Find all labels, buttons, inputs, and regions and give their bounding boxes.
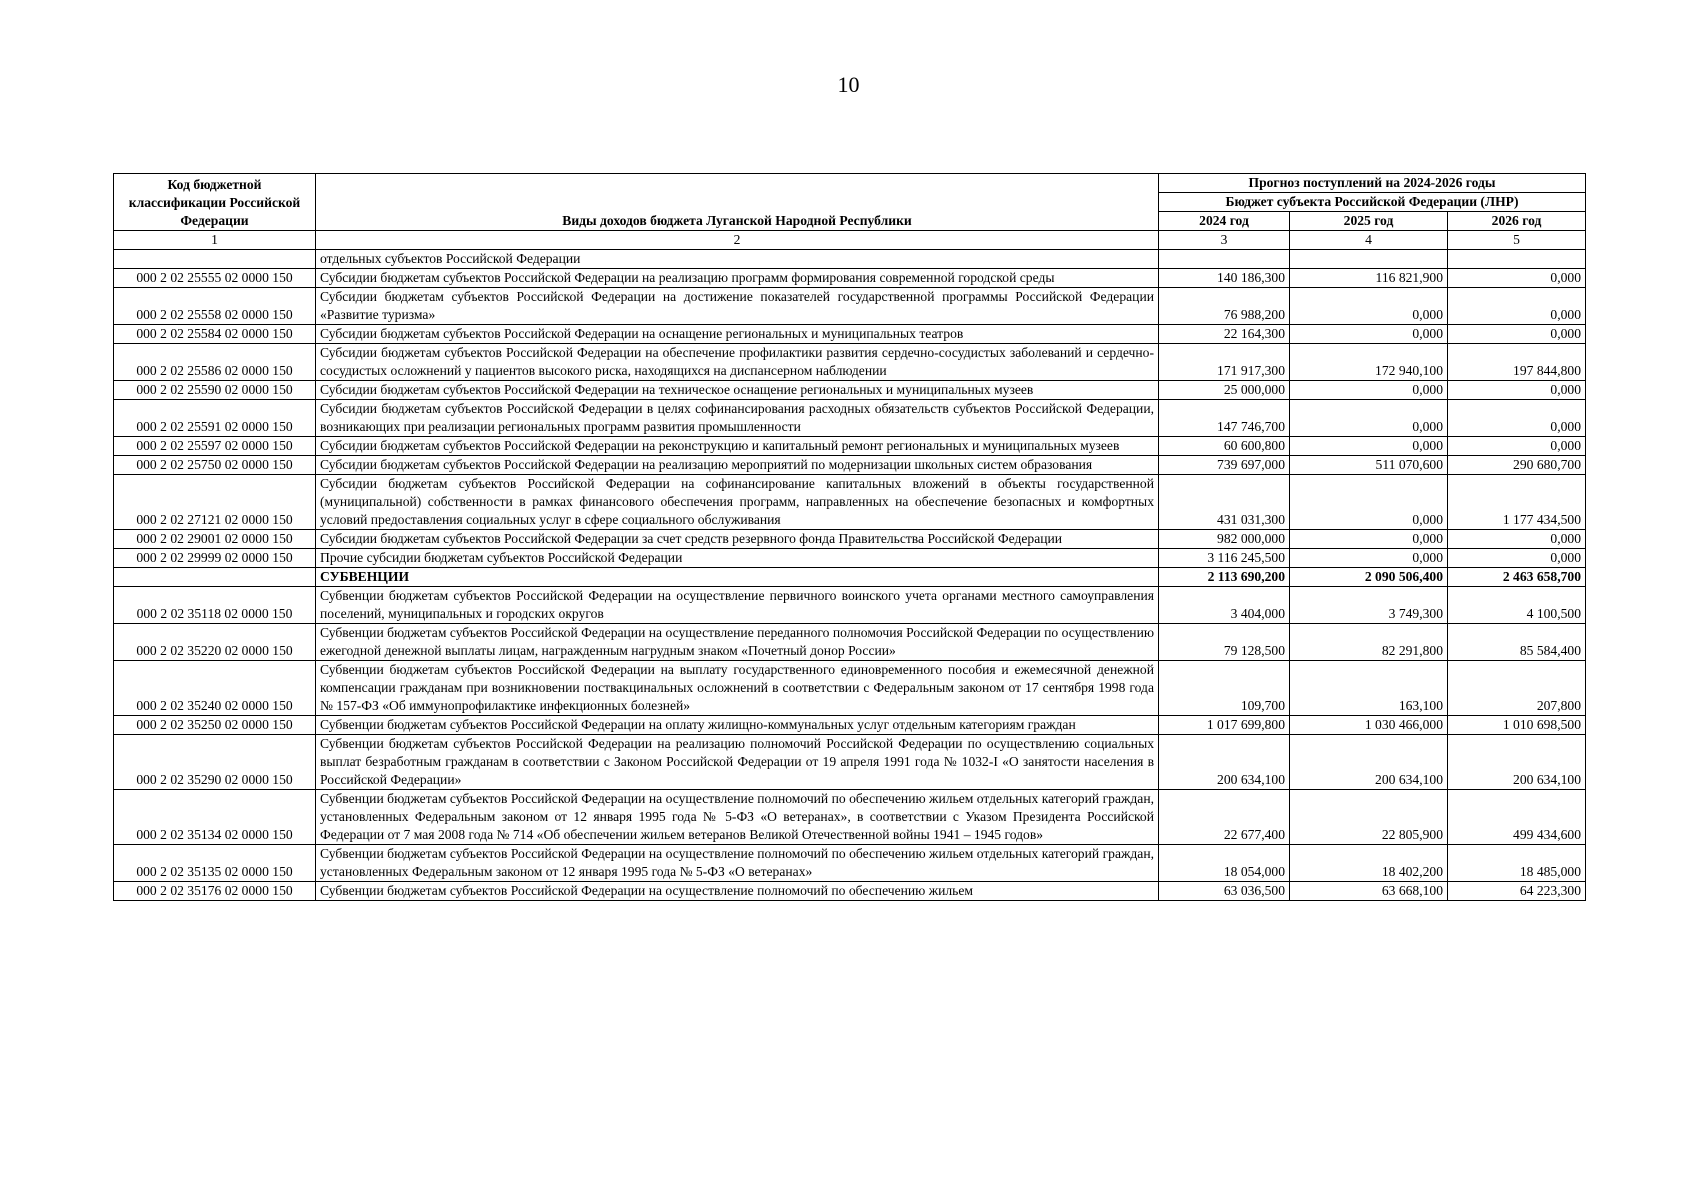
value-2026: 0,000 bbox=[1448, 400, 1586, 437]
table-row bbox=[114, 549, 1586, 568]
revenue-description: Субсидии бюджетам субъектов Российской Федерации на техническое оснащение региональных и муниципальных музеев bbox=[316, 381, 1159, 400]
value-2026: 2 463 658,700 bbox=[1448, 568, 1586, 587]
value-2025: 22 805,900 bbox=[1290, 790, 1448, 845]
revenue-description: Субвенции бюджетам субъектов Российской Федерации на осуществление первичного воинского учета органами местного самоуправления поселений, муниципальных и городских округов bbox=[316, 587, 1159, 624]
value-2025: 0,000 bbox=[1290, 530, 1448, 549]
value-2026: 200 634,100 bbox=[1448, 735, 1586, 790]
table-row bbox=[114, 475, 1586, 530]
budget-code: 000 2 02 25586 02 0000 150 bbox=[114, 344, 316, 381]
value-2026: 1 010 698,500 bbox=[1448, 716, 1586, 735]
budget-code: 000 2 02 25590 02 0000 150 bbox=[114, 381, 316, 400]
revenue-description: Прочие субсидии бюджетам субъектов Российской Федерации bbox=[316, 549, 1159, 568]
table-row bbox=[114, 624, 1586, 661]
value-2024 bbox=[1159, 250, 1290, 269]
table-row-total bbox=[114, 568, 1586, 587]
budget-code: 000 2 02 35118 02 0000 150 bbox=[114, 587, 316, 624]
budget-code: 000 2 02 25591 02 0000 150 bbox=[114, 400, 316, 437]
value-2024: 982 000,000 bbox=[1159, 530, 1290, 549]
value-2026: 0,000 bbox=[1448, 288, 1586, 325]
column-numbers-row bbox=[114, 231, 1586, 250]
value-2024: 3 404,000 bbox=[1159, 587, 1290, 624]
column-number: 3 bbox=[1159, 231, 1290, 250]
value-2025: 0,000 bbox=[1290, 400, 1448, 437]
table-row bbox=[114, 288, 1586, 325]
value-2024: 18 054,000 bbox=[1159, 845, 1290, 882]
budget-code bbox=[114, 250, 316, 269]
column-number: 1 bbox=[114, 231, 316, 250]
budget-code: 000 2 02 27121 02 0000 150 bbox=[114, 475, 316, 530]
value-2025: 2 090 506,400 bbox=[1290, 568, 1448, 587]
value-2024: 109,700 bbox=[1159, 661, 1290, 716]
table-row bbox=[114, 269, 1586, 288]
value-2025: 1 030 466,000 bbox=[1290, 716, 1448, 735]
value-2024: 22 164,300 bbox=[1159, 325, 1290, 344]
revenue-description: Субсидии бюджетам субъектов Российской Федерации на реализацию мероприятий по модернизации школьных систем образования bbox=[316, 456, 1159, 475]
value-2024: 3 116 245,500 bbox=[1159, 549, 1290, 568]
value-2026: 0,000 bbox=[1448, 530, 1586, 549]
header-forecast: Прогноз поступлений на 2024-2026 годы bbox=[1159, 174, 1586, 193]
revenue-description: Субвенции бюджетам субъектов Российской Федерации на осуществление переданного полномочия Российской Федерации по осуществлению ежегодной денежной выплаты лицам, награжденным нагрудным знаком «Почетный донор России» bbox=[316, 624, 1159, 661]
table-row bbox=[114, 661, 1586, 716]
value-2026: 499 434,600 bbox=[1448, 790, 1586, 845]
table-row bbox=[114, 845, 1586, 882]
table-row bbox=[114, 882, 1586, 901]
revenue-description: Субвенции бюджетам субъектов Российской Федерации на осуществление полномочий по обеспечению жильем отдельных категорий граждан, установленных Федеральным законом от 12 января 1995 года № 5-ФЗ «О ветеранах», в соответствии с Указом Президента Российской Федерации от 7 мая 2008 года № 714 «Об обеспечении жильем ветеранов Великой Отечественной войны 1941 – 1945 годов» bbox=[316, 790, 1159, 845]
value-2026: 0,000 bbox=[1448, 269, 1586, 288]
budget-code: 000 2 02 25584 02 0000 150 bbox=[114, 325, 316, 344]
table-row bbox=[114, 456, 1586, 475]
header-budget-subject: Бюджет субъекта Российской Федерации (ЛНР) bbox=[1159, 193, 1586, 212]
header-year-2024: 2024 год bbox=[1159, 212, 1290, 231]
value-2024: 431 031,300 bbox=[1159, 475, 1290, 530]
budget-code: 000 2 02 25558 02 0000 150 bbox=[114, 288, 316, 325]
header-year-2025: 2025 год bbox=[1290, 212, 1448, 231]
value-2024: 63 036,500 bbox=[1159, 882, 1290, 901]
value-2024: 79 128,500 bbox=[1159, 624, 1290, 661]
value-2025: 0,000 bbox=[1290, 549, 1448, 568]
budget-code: 000 2 02 35135 02 0000 150 bbox=[114, 845, 316, 882]
value-2026: 0,000 bbox=[1448, 381, 1586, 400]
table-row bbox=[114, 250, 1586, 269]
column-number: 5 bbox=[1448, 231, 1586, 250]
page-number: 10 bbox=[837, 72, 860, 97]
budget-code: 000 2 02 25750 02 0000 150 bbox=[114, 456, 316, 475]
revenue-description: Субсидии бюджетам субъектов Российской Федерации на достижение показателей государственной программы Российской Федерации «Развитие туризма» bbox=[316, 288, 1159, 325]
value-2025: 172 940,100 bbox=[1290, 344, 1448, 381]
value-2026: 197 844,800 bbox=[1448, 344, 1586, 381]
table-row bbox=[114, 735, 1586, 790]
budget-code: 000 2 02 35290 02 0000 150 bbox=[114, 735, 316, 790]
table-row bbox=[114, 716, 1586, 735]
value-2025: 0,000 bbox=[1290, 437, 1448, 456]
header-code: Код бюджетной классификации Российской Федерации bbox=[114, 174, 316, 231]
revenue-description: Субсидии бюджетам субъектов Российской Федерации на софинансирование капитальных вложений в объекты государственной (муниципальной) собственности в рамках финансового обеспечения программ, направленных на обеспечение безопасных и комфортных условий предоставления социальных услуг в сфере социального обслуживания bbox=[316, 475, 1159, 530]
budget-code: 000 2 02 29999 02 0000 150 bbox=[114, 549, 316, 568]
value-2026: 0,000 bbox=[1448, 325, 1586, 344]
value-2026 bbox=[1448, 250, 1586, 269]
revenue-description: отдельных субъектов Российской Федерации bbox=[316, 250, 1159, 269]
column-number: 4 bbox=[1290, 231, 1448, 250]
budget-code: 000 2 02 29001 02 0000 150 bbox=[114, 530, 316, 549]
budget-code: 000 2 02 25597 02 0000 150 bbox=[114, 437, 316, 456]
value-2026: 207,800 bbox=[1448, 661, 1586, 716]
revenue-description: Субсидии бюджетам субъектов Российской Федерации на оснащение региональных и муниципальных театров bbox=[316, 325, 1159, 344]
revenue-description: Субсидии бюджетам субъектов Российской Федерации за счет средств резервного фонда Правительства Российской Федерации bbox=[316, 530, 1159, 549]
value-2026: 64 223,300 bbox=[1448, 882, 1586, 901]
value-2026: 0,000 bbox=[1448, 437, 1586, 456]
header-year-2026: 2026 год bbox=[1448, 212, 1586, 231]
value-2025: 511 070,600 bbox=[1290, 456, 1448, 475]
value-2025: 0,000 bbox=[1290, 288, 1448, 325]
value-2026: 0,000 bbox=[1448, 549, 1586, 568]
table-row bbox=[114, 344, 1586, 381]
revenue-description: Субвенции бюджетам субъектов Российской Федерации на осуществление полномочий по обеспечению жильем bbox=[316, 882, 1159, 901]
budget-code: 000 2 02 35240 02 0000 150 bbox=[114, 661, 316, 716]
value-2024: 76 988,200 bbox=[1159, 288, 1290, 325]
budget-code: 000 2 02 25555 02 0000 150 bbox=[114, 269, 316, 288]
revenue-description: Субсидии бюджетам субъектов Российской Федерации в целях софинансирования расходных обязательств субъектов Российской Федерации, возникающих при реализации региональных программ развития промышленности bbox=[316, 400, 1159, 437]
value-2025: 200 634,100 bbox=[1290, 735, 1448, 790]
revenue-description: Субсидии бюджетам субъектов Российской Федерации на реконструкцию и капитальный ремонт региональных и муниципальных музеев bbox=[316, 437, 1159, 456]
revenue-description: Субсидии бюджетам субъектов Российской Федерации на обеспечение профилактики развития сердечно-сосудистых заболеваний и сердечно-сосудистых осложнений у пациентов высокого риска, находящихся на диспансерном наблюдении bbox=[316, 344, 1159, 381]
value-2025: 82 291,800 bbox=[1290, 624, 1448, 661]
value-2024: 739 697,000 bbox=[1159, 456, 1290, 475]
revenue-description: Субвенции бюджетам субъектов Российской Федерации на оплату жилищно-коммунальных услуг отдельным категориям граждан bbox=[316, 716, 1159, 735]
table-row bbox=[114, 530, 1586, 549]
table-row bbox=[114, 790, 1586, 845]
value-2025: 0,000 bbox=[1290, 475, 1448, 530]
value-2026: 18 485,000 bbox=[1448, 845, 1586, 882]
value-2025: 63 668,100 bbox=[1290, 882, 1448, 901]
revenue-description: СУБВЕНЦИИ bbox=[316, 568, 1159, 587]
value-2024: 25 000,000 bbox=[1159, 381, 1290, 400]
value-2024: 2 113 690,200 bbox=[1159, 568, 1290, 587]
header-description: Виды доходов бюджета Луганской Народной Республики bbox=[316, 174, 1159, 231]
budget-code: 000 2 02 35220 02 0000 150 bbox=[114, 624, 316, 661]
budget-code: 000 2 02 35250 02 0000 150 bbox=[114, 716, 316, 735]
table-row bbox=[114, 325, 1586, 344]
value-2026: 4 100,500 bbox=[1448, 587, 1586, 624]
table-row bbox=[114, 437, 1586, 456]
value-2024: 1 017 699,800 bbox=[1159, 716, 1290, 735]
value-2024: 147 746,700 bbox=[1159, 400, 1290, 437]
value-2025: 0,000 bbox=[1290, 325, 1448, 344]
value-2024: 22 677,400 bbox=[1159, 790, 1290, 845]
revenue-description: Субсидии бюджетам субъектов Российской Федерации на реализацию программ формирования современной городской среды bbox=[316, 269, 1159, 288]
table-row bbox=[114, 587, 1586, 624]
revenue-table bbox=[113, 173, 1586, 901]
value-2024: 171 917,300 bbox=[1159, 344, 1290, 381]
value-2024: 200 634,100 bbox=[1159, 735, 1290, 790]
value-2025 bbox=[1290, 250, 1448, 269]
revenue-description: Субвенции бюджетам субъектов Российской Федерации на выплату государственного единовременного пособия и ежемесячной денежной компенсации гражданам при возникновении поствакцинальных осложнений в соответствии с Федеральным законом от 17 сентября 1998 года № 157-ФЗ «Об иммунопрофилактике инфекционных болезней» bbox=[316, 661, 1159, 716]
value-2025: 163,100 bbox=[1290, 661, 1448, 716]
value-2026: 1 177 434,500 bbox=[1448, 475, 1586, 530]
revenue-description: Субвенции бюджетам субъектов Российской Федерации на осуществление полномочий по обеспечению жильем отдельных категорий граждан, установленных Федеральным законом от 12 января 1995 года № 5-ФЗ «О ветеранах» bbox=[316, 845, 1159, 882]
value-2024: 60 600,800 bbox=[1159, 437, 1290, 456]
budget-code: 000 2 02 35176 02 0000 150 bbox=[114, 882, 316, 901]
table-row bbox=[114, 381, 1586, 400]
value-2026: 290 680,700 bbox=[1448, 456, 1586, 475]
value-2026: 85 584,400 bbox=[1448, 624, 1586, 661]
table-row bbox=[114, 400, 1586, 437]
value-2025: 0,000 bbox=[1290, 381, 1448, 400]
column-number: 2 bbox=[316, 231, 1159, 250]
revenue-description: Субвенции бюджетам субъектов Российской Федерации на реализацию полномочий Российской Федерации по осуществлению социальных выплат безработным гражданам в соответствии с Законом Российской Федерации от 19 апреля 1991 года № 1032-I «О занятости населения в Российской Федерации» bbox=[316, 735, 1159, 790]
budget-code: 000 2 02 35134 02 0000 150 bbox=[114, 790, 316, 845]
value-2025: 18 402,200 bbox=[1290, 845, 1448, 882]
value-2025: 116 821,900 bbox=[1290, 269, 1448, 288]
value-2025: 3 749,300 bbox=[1290, 587, 1448, 624]
value-2024: 140 186,300 bbox=[1159, 269, 1290, 288]
budget-code bbox=[114, 568, 316, 587]
